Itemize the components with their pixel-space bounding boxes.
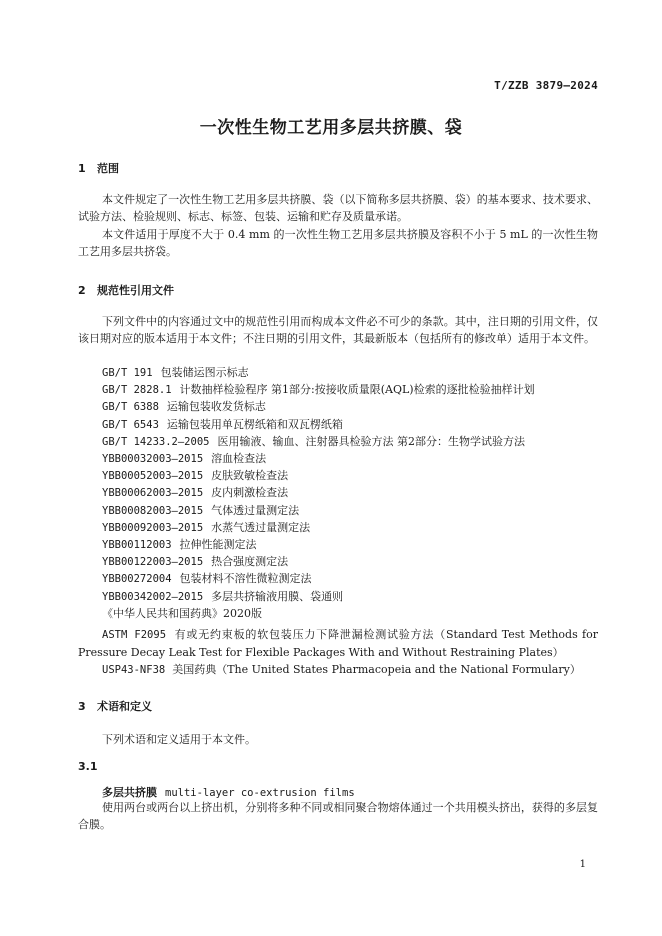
term-definition: 使用两台或两台以上挤出机，分别将多种不同或相同聚合物熔体通过一个共用模头挤出，获得的多层复合膜。	[78, 801, 598, 832]
reference-title: 热合强度测定法	[211, 555, 289, 569]
reference-code: YBB00272004	[102, 573, 172, 586]
section-1-heading	[78, 160, 119, 176]
document-title: 一次性生物工艺用多层共挤膜、袋	[199, 118, 463, 138]
reference-item	[102, 450, 266, 468]
reference-title: 溶血检查法	[211, 452, 267, 465]
reference-code: YBB00342002—2015	[102, 590, 204, 603]
reference-title: 医用输液、输血、注射器具检验方法 第2部分：生物学试验方法	[217, 434, 525, 448]
reference-item	[102, 398, 266, 416]
reference-code: YBB00112003	[102, 539, 172, 551]
reference-code: YBB00062003—2015	[102, 487, 204, 500]
reference-item	[102, 553, 288, 571]
reference-code: GB/T 6543	[102, 418, 159, 431]
reference-code: GB/T 191	[102, 367, 153, 379]
reference-title: 运输包装收发货标志	[166, 400, 266, 414]
reference-item	[102, 364, 249, 382]
reference-code: YBB00082003—2015	[102, 504, 204, 517]
term-heading	[102, 784, 355, 800]
reference-title: 皮肤致敏检查法	[211, 469, 289, 483]
reference-item	[102, 381, 535, 399]
reference-code: YBB00052003—2015	[102, 470, 204, 483]
reference-title: 计数抽样检验程序 第1部分:按接收质量限(AQL)检索的逐批检验抽样计划	[179, 383, 535, 397]
reference-usp	[102, 661, 581, 679]
reference-code: YBB00092003—2015	[102, 521, 204, 534]
reference-item	[102, 519, 310, 537]
section-1-paragraph-1: 本文件规定了一次性生物工艺用多层共挤膜、袋（以下简称多层共挤膜、袋）的基本要求、技术要求、试验方法、检验规则、标志、标签、包装、运输和贮存及质量承诺。	[78, 193, 598, 224]
reference-code: GB/T 2828.1	[102, 384, 172, 397]
section-2-intro: 下列文件中的内容通过文中的规范性引用而构成本文件必不可少的条款。其中，注日期的引用文件，仅该日期对应的版本适用于本文件；不注日期的引用文件，其最新版本（包括所有的修改单）适用于本文件。	[78, 315, 598, 346]
section-3-heading	[78, 698, 152, 714]
reference-title: 多层共挤输液用膜、袋通则	[211, 589, 344, 603]
reference-title: 包装储运图示标志	[160, 366, 249, 379]
reference-item	[102, 588, 343, 606]
term-number: 3.1	[78, 760, 98, 773]
reference-item	[102, 605, 262, 622]
reference-code: YBB00122003—2015	[102, 556, 204, 569]
term-name-zh: 多层共挤膜	[102, 786, 157, 799]
reference-code: YBB00032003—2015	[102, 453, 204, 465]
reference-item	[102, 570, 312, 588]
section-3-title: 术语和定义	[97, 700, 152, 713]
reference-item	[102, 536, 257, 554]
reference-item	[102, 416, 343, 434]
reference-code: GB/T 14233.2—2005	[102, 435, 210, 448]
reference-code: USP43-NF38	[102, 664, 166, 676]
section-3-intro: 下列术语和定义适用于本文件。	[102, 733, 256, 746]
section-2-title: 规范性引用文件	[97, 284, 174, 297]
reference-item	[102, 484, 288, 502]
reference-code: GB/T 6388	[102, 401, 159, 414]
reference-code: ASTM F2095	[102, 629, 167, 641]
reference-item	[102, 502, 299, 520]
reference-title: 有或无约束板的软包装压力下降泄漏检测试验方法（Standard Test Methods for Pressure Decay Leak Test for Flexible Packages With and Without Restraining Plates）	[78, 628, 598, 660]
reference-astm	[78, 626, 598, 661]
section-1-number: 1	[78, 162, 86, 175]
term-name-en: multi-layer co-extrusion films	[165, 787, 355, 799]
section-1-title: 范围	[97, 162, 119, 175]
reference-title: 运输包装用单瓦楞纸箱和双瓦楞纸箱	[166, 417, 343, 431]
section-2-heading	[78, 282, 174, 298]
reference-title: 《中华人民共和国药典》2020版	[102, 606, 262, 620]
reference-title: 气体透过量测定法	[211, 503, 300, 517]
section-1-paragraph-2: 本文件适用于厚度不大于 0.4 mm 的一次性生物工艺用多层共挤膜及容积不小于 5 mL 的一次性生物工艺用多层共挤袋。	[78, 228, 598, 259]
reference-item	[102, 433, 525, 451]
reference-item	[102, 467, 288, 485]
reference-title: 拉伸性能测定法	[179, 538, 257, 551]
reference-title: 皮内刺激检查法	[211, 486, 289, 500]
section-3-number: 3	[78, 700, 86, 713]
standard-number: T/ZZB 3879—2024	[494, 79, 598, 92]
reference-title: 美国药典（The United States Pharmacopeia and the National Formulary）	[172, 663, 581, 676]
reference-title: 包装材料不溶性微粒测定法	[179, 572, 312, 586]
page-number: 1	[579, 859, 586, 870]
section-2-number: 2	[78, 284, 86, 297]
reference-title: 水蒸气透过量测定法	[211, 520, 311, 534]
